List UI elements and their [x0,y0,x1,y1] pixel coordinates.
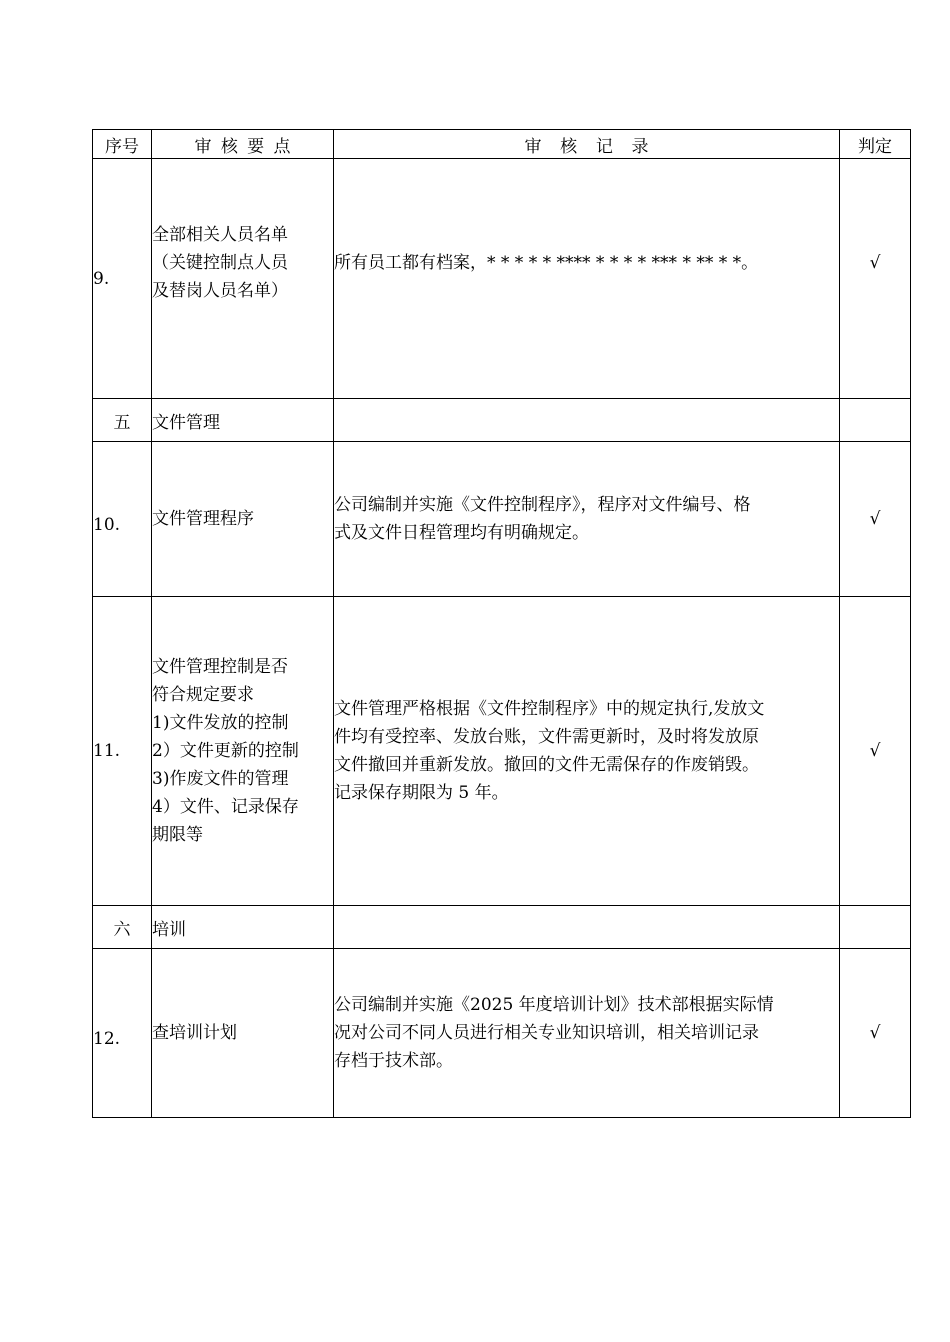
row-number-label: 12. [93,1029,121,1049]
table-row [93,442,911,597]
audit-point [152,949,334,1118]
audit-point-line: 3)作废文件的管理 [152,769,289,789]
verdict-mark [840,159,911,399]
section-title: 文件管理 [152,399,334,442]
audit-record [334,159,840,399]
empty-cell [334,906,840,949]
audit-point-line: 4）文件、记录保存 [152,797,299,817]
audit-point-line: （关键控制点人员 [152,252,288,273]
audit-record [334,597,840,906]
audit-record-line: 况对公司不同人员进行相关专业知识培训，相关培训记录 [334,1023,759,1043]
audit-record-line: 件均有受控率、发放台账，文件需更新时，及时将发放原 [334,727,759,747]
header-record-label: 审核记录 [524,136,668,157]
audit-record-line: 式及文件日程管理均有明确规定。 [334,523,589,543]
section-row [93,906,911,949]
audit-record-line: 公司编制并实施《文件控制程序》，程序对文件编号、格 [334,495,751,515]
section-number: 五 [93,399,152,442]
table-row [93,597,911,906]
audit-point-line: 查培训计划 [152,1023,237,1043]
audit-point-line: 全部相关人员名单 [152,224,288,245]
row-number: 11. [93,597,152,906]
row-number-label: 10. [93,515,121,535]
verdict-mark: √ [840,597,911,906]
audit-record-line: 记录保存期限为 5 年。 [334,783,509,803]
empty-cell [334,399,840,442]
empty-cell [840,906,911,949]
empty-cell [840,399,911,442]
header-no: 序号 [93,130,152,159]
header-record [334,130,840,159]
audit-table [92,129,911,1118]
audit-record-line: 所有员工都有档案，* * * * * **** * * * * *** * ** * *。 [334,252,759,273]
audit-point-line: 期限等 [152,825,203,845]
section-title: 培训 [152,906,334,949]
audit-record-line: 文件撤回并重新发放。撤回的文件无需保存的作废销毁。 [334,755,759,775]
audit-point-line: 1)文件发放的控制 [152,713,289,733]
audit-point [152,597,334,906]
section-number: 六 [93,906,152,949]
row-number: 9. [93,159,152,399]
verdict-mark: √ [840,442,911,597]
audit-point [152,159,334,399]
row-number [93,442,152,597]
audit-record [334,949,840,1118]
audit-point-line: 2）文件更新的控制 [152,741,299,761]
verdict-check: √ [869,252,881,273]
audit-record-line: 文件管理严格根据《文件控制程序》中的规定执行,发放文 [334,699,765,719]
audit-record [334,442,840,597]
header-point-label: 审核要点 [194,136,300,157]
audit-point-line: 文件管理程序 [152,509,254,529]
table-row [93,949,911,1118]
audit-point-line: 文件管理控制是否 [152,657,288,677]
header-point [152,130,334,159]
section-row [93,399,911,442]
table-row [93,159,911,399]
header-verdict: 判定 [840,130,911,159]
table-header-row [93,130,911,159]
verdict-mark: √ [840,949,911,1118]
audit-point-line: 及替岗人员名单） [152,280,288,301]
audit-record-line: 公司编制并实施《2025 年度培训计划》技术部根据实际情 [334,995,774,1015]
row-number [93,949,152,1118]
audit-point-line: 符合规定要求 [152,685,254,705]
audit-point [152,442,334,597]
audit-record-line: 存档于技术部。 [334,1051,453,1071]
